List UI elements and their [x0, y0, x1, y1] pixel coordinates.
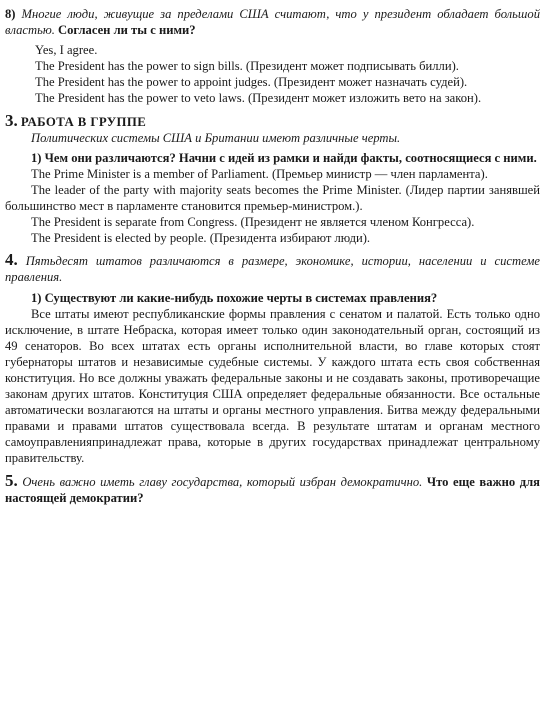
section-3-title: РАБОТА В ГРУППЕ	[20, 114, 147, 129]
section-3-answer-1: The Prime Minister is a member of Parliament. (Премьер министр — член парламента).	[31, 166, 488, 181]
section-3-question: Чем они различаются? Начни с идей из рамки и найди факты, соотносящиеся с ними.	[44, 150, 537, 165]
section-3-answer-4: The President is elected by people. (Президента избирают люди).	[31, 231, 371, 246]
section-3-intro: Политических системы США и Британии имеют различные черты.	[31, 130, 401, 145]
q8-prompt: Многие люди, живущие за пределами США считают, что у президент обладает большой властью.	[5, 7, 540, 38]
q8-answer-1: Yes, I agree.	[35, 43, 98, 58]
section-3-question-paragraph	[5, 150, 540, 166]
section-4-question: Существуют ли какие-нибудь похожие черты в системах правления?	[44, 290, 438, 305]
q8-question: Согласен ли ты с ними?	[58, 23, 196, 38]
q8-answer-4: The President has the power to veto laws. (Президент может изложить вето на закон).	[35, 91, 482, 106]
q8-prompt-paragraph	[5, 6, 540, 38]
section-5-number: 5.	[5, 470, 18, 490]
section-4-number: 4.	[5, 250, 18, 270]
section-4-question-paragraph	[5, 290, 540, 306]
section-4-heading	[5, 252, 540, 285]
section-5-paragraph	[5, 470, 540, 506]
section-4-question-number: 1)	[31, 290, 42, 305]
q8-answer-2: The President has the power to sign bills. (Президент может подписывать билли).	[35, 59, 459, 74]
section-3-heading	[5, 110, 540, 130]
q8-answer-3: The President has the power to appoint judges. (Президент может назначать судей).	[35, 75, 468, 90]
section-4-body: Все штаты имеют республиканские формы правления с сенатом и палатой. Есть только одно исключение, в штате Небраска, которая имеет только один законодательный орган, состоящий из 49 сенаторов. Во всех штатах есть органы исполнительной власти, во главе которых стоят губернаторы штатов и независимые судебные системы. У каждого штата есть своя собственная конституция. Но все должны уважать федеральные законы и не создавать законы, противоречащие законам других штатов. Конституция США определяет федеральные обязанности. Все остальные автоматически возлагаются на штаты и органы местного управления. Битва между федеральными правами и правами штатов существовала всегда. В результате штатам и органам местного самоуправленияпринадлежат права, которые в других государствах принадлежат центральному правительству.	[5, 306, 540, 466]
section-3-answer-3: The President is separate from Congress. (Президент не является членом Конгресса).	[31, 215, 475, 230]
section-5-question: Что еще важно для настоящей демократии?	[5, 474, 540, 505]
section-3-question-number: 1)	[31, 150, 42, 165]
section-5-intro: Очень важно иметь главу государства, который избран демократично.	[22, 474, 423, 489]
section-3-answer-2: The leader of the party with majority seats becomes the Prime Minister. (Лидер партии занявшей большинство мест в парламенте становится премьер-министром.).	[5, 182, 540, 214]
section-3-number: 3.	[5, 110, 18, 130]
q8-number: 8)	[5, 7, 16, 21]
section-4-intro: Пятьдесят штатов различаются в размере, экономике, истории, населении и системе правления.	[5, 254, 540, 285]
